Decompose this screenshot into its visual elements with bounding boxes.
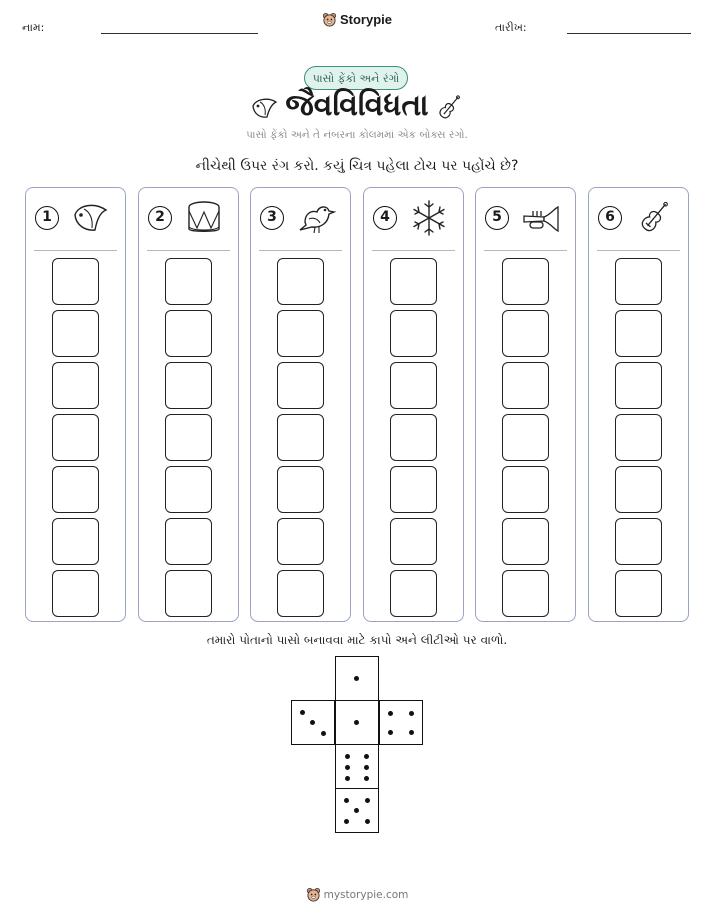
die-face-three[interactable] [291, 700, 335, 745]
brand-logo [0, 12, 714, 27]
color-box[interactable] [502, 362, 549, 409]
page-title: જૈવવિવિધતા [285, 88, 429, 123]
color-box[interactable] [390, 518, 437, 565]
instructions-subtitle: પાસો ફેંકો અને તે નંબરના કોલમમાં એક બોક્સ રંગો. [246, 129, 468, 141]
color-box[interactable] [277, 466, 324, 513]
color-box[interactable] [52, 570, 99, 617]
color-box[interactable] [615, 362, 662, 409]
color-box[interactable] [502, 414, 549, 461]
name-label: નામ: [22, 21, 45, 34]
color-box[interactable] [502, 258, 549, 305]
cut-instruction: તમારો પોતાનો પાસો બનાવવા માટે કાપો અને લીટીઓ પર વાળો. [206, 633, 508, 647]
color-box[interactable] [165, 414, 212, 461]
footer-url[interactable]: mystorypie.com [323, 889, 409, 901]
color-box[interactable] [502, 570, 549, 617]
date-label: તારીખ: [495, 21, 527, 34]
color-box[interactable] [165, 570, 212, 617]
column-divider [372, 250, 455, 251]
column-2 [138, 187, 239, 622]
column-1 [25, 187, 126, 622]
die-face-six[interactable] [335, 744, 379, 789]
color-box[interactable] [615, 518, 662, 565]
color-box[interactable] [615, 310, 662, 357]
die-face-one[interactable] [335, 656, 379, 701]
color-box[interactable] [52, 466, 99, 513]
column-number: 5 [485, 206, 509, 230]
activity-pill: પાસો ફેંકો અને રંગો [304, 66, 408, 90]
color-box[interactable] [615, 414, 662, 461]
date-line[interactable] [567, 33, 691, 34]
color-box[interactable] [52, 414, 99, 461]
bear-logo-icon [306, 887, 321, 902]
drum-icon [183, 197, 225, 239]
column-3 [250, 187, 351, 622]
violin-icon [436, 92, 462, 124]
column-4 [363, 187, 464, 622]
color-box[interactable] [165, 310, 212, 357]
color-box[interactable] [165, 466, 212, 513]
color-box[interactable] [277, 570, 324, 617]
snowflake-icon [408, 197, 450, 239]
column-divider [147, 250, 230, 251]
bear-logo-icon [322, 12, 337, 27]
color-box[interactable] [502, 466, 549, 513]
footer [0, 887, 714, 902]
color-box[interactable] [390, 414, 437, 461]
column-number: 4 [373, 206, 397, 230]
bird-icon [295, 197, 337, 239]
color-box[interactable] [165, 258, 212, 305]
color-box[interactable] [390, 310, 437, 357]
question-text: નીચેથી ઉપર રંગ કરો. કયું ચિત્ર પહેલા ટોચ પર પહોંચે છે? [195, 158, 519, 174]
color-box[interactable] [615, 258, 662, 305]
color-box[interactable] [277, 362, 324, 409]
color-box[interactable] [52, 258, 99, 305]
color-box[interactable] [277, 414, 324, 461]
color-box[interactable] [277, 258, 324, 305]
name-line[interactable] [101, 33, 258, 34]
color-box[interactable] [502, 310, 549, 357]
color-box[interactable] [390, 258, 437, 305]
column-divider [484, 250, 567, 251]
color-box[interactable] [277, 518, 324, 565]
color-box[interactable] [390, 570, 437, 617]
color-box[interactable] [165, 362, 212, 409]
column-6 [588, 187, 689, 622]
die-face-four[interactable] [379, 700, 423, 745]
column-number: 6 [598, 206, 622, 230]
die-face-center[interactable] [335, 700, 379, 745]
color-box[interactable] [52, 518, 99, 565]
column-divider [259, 250, 342, 251]
column-number: 3 [260, 206, 284, 230]
brand-name: Storypie [339, 12, 392, 27]
die-face-five[interactable] [335, 788, 379, 833]
column-number: 1 [35, 206, 59, 230]
color-box[interactable] [502, 518, 549, 565]
color-box[interactable] [165, 518, 212, 565]
color-box[interactable] [615, 466, 662, 513]
column-5 [475, 187, 576, 622]
toucan-beak-icon [70, 197, 112, 239]
color-box[interactable] [52, 310, 99, 357]
trumpet-icon [520, 197, 562, 239]
color-box[interactable] [390, 362, 437, 409]
color-box[interactable] [615, 570, 662, 617]
violin-icon [633, 197, 675, 239]
column-divider [597, 250, 680, 251]
color-box[interactable] [390, 466, 437, 513]
column-number: 2 [148, 206, 172, 230]
color-box[interactable] [52, 362, 99, 409]
column-divider [34, 250, 117, 251]
color-box[interactable] [277, 310, 324, 357]
